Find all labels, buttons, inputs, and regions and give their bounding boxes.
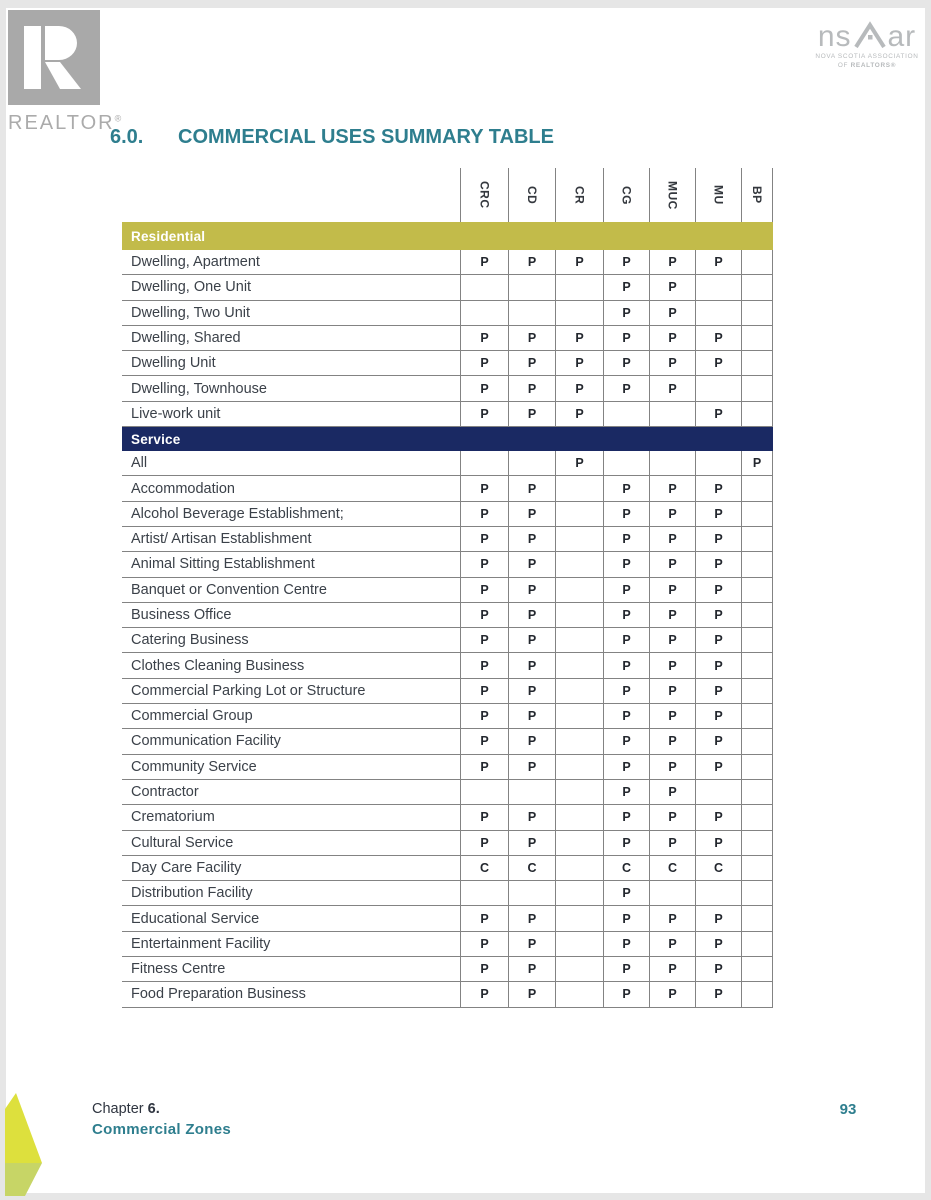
zone-value-cell bbox=[741, 326, 773, 350]
zone-header-muc bbox=[649, 168, 695, 222]
zone-value-cell: P bbox=[508, 679, 555, 703]
zone-value-cell: P bbox=[508, 351, 555, 375]
zone-value-cell: P bbox=[649, 476, 695, 500]
zone-value-cell bbox=[555, 906, 603, 930]
use-label-cell: Cultural Service bbox=[131, 834, 234, 851]
zone-value-cell: P bbox=[649, 326, 695, 350]
zone-value-cell bbox=[741, 628, 773, 652]
table-row bbox=[122, 704, 773, 729]
zone-value-cell bbox=[649, 451, 695, 475]
zone-value-cell: P bbox=[695, 552, 741, 576]
zone-value-cell bbox=[741, 653, 773, 677]
table-row bbox=[122, 326, 773, 351]
page-title bbox=[110, 126, 554, 149]
zone-value-cell bbox=[555, 729, 603, 753]
zone-value-cell bbox=[555, 831, 603, 855]
table-row bbox=[122, 402, 773, 427]
zone-value-cell: P bbox=[695, 628, 741, 652]
zone-value-cell: P bbox=[460, 603, 508, 627]
table-row bbox=[122, 755, 773, 780]
use-label-cell: Business Office bbox=[131, 607, 232, 623]
zone-value-cell: P bbox=[695, 831, 741, 855]
zone-value-cell: P bbox=[695, 653, 741, 677]
zone-value-cell: P bbox=[460, 527, 508, 551]
zone-value-cell bbox=[555, 476, 603, 500]
table-row bbox=[122, 957, 773, 982]
zone-value-cell bbox=[741, 805, 773, 829]
section-band-label: Residential bbox=[131, 228, 206, 244]
zone-value-cell: P bbox=[603, 957, 649, 981]
zone-value-cell: P bbox=[603, 906, 649, 930]
section-number: 6.0. bbox=[110, 126, 144, 148]
zone-value-cell: P bbox=[603, 704, 649, 728]
zone-value-cell: P bbox=[603, 476, 649, 500]
zone-value-cell: P bbox=[603, 250, 649, 274]
zone-value-cell bbox=[555, 552, 603, 576]
use-label-cell: Entertainment Facility bbox=[131, 935, 271, 952]
zone-value-cell: P bbox=[649, 376, 695, 400]
zone-value-cell: P bbox=[603, 653, 649, 677]
zone-value-cell: P bbox=[508, 552, 555, 576]
zone-value-cell: P bbox=[695, 402, 741, 426]
nsar-ar-text: ar bbox=[887, 20, 917, 53]
house-roof-icon bbox=[853, 20, 887, 48]
zone-value-cell bbox=[555, 881, 603, 905]
use-label-cell: All bbox=[131, 455, 148, 472]
zone-value-cell: P bbox=[603, 755, 649, 779]
zone-value-cell: P bbox=[508, 729, 555, 753]
zone-value-cell: P bbox=[460, 578, 508, 602]
use-label-cell: Fitness Centre bbox=[131, 961, 226, 978]
zone-value-cell bbox=[555, 856, 603, 880]
table-row bbox=[122, 982, 773, 1007]
use-label-cell: Dwelling, One Unit bbox=[131, 279, 252, 296]
use-label-cell: Live-work unit bbox=[131, 405, 221, 422]
zone-value-cell bbox=[555, 603, 603, 627]
zone-value-cell bbox=[741, 932, 773, 956]
use-label-cell: Dwelling, Townhouse bbox=[131, 380, 267, 397]
zone-value-cell: P bbox=[695, 502, 741, 526]
zone-value-cell bbox=[695, 451, 741, 475]
zone-value-cell: P bbox=[460, 376, 508, 400]
zone-value-cell: P bbox=[695, 679, 741, 703]
zone-value-cell: P bbox=[695, 603, 741, 627]
zone-value-cell: P bbox=[603, 805, 649, 829]
zone-value-cell bbox=[460, 881, 508, 905]
zone-value-cell bbox=[603, 402, 649, 426]
zone-value-cell bbox=[741, 831, 773, 855]
zone-value-cell bbox=[741, 301, 773, 325]
zone-value-cell: P bbox=[695, 704, 741, 728]
zone-value-cell: P bbox=[508, 603, 555, 627]
use-label-cell: Communication Facility bbox=[131, 733, 281, 750]
table-row bbox=[122, 881, 773, 906]
zone-value-cell bbox=[460, 275, 508, 299]
use-label-cell: Dwelling Unit bbox=[131, 355, 216, 372]
zone-value-cell bbox=[555, 275, 603, 299]
zone-header-cg bbox=[603, 168, 649, 222]
use-label-cell: Dwelling, Two Unit bbox=[131, 304, 251, 321]
zone-value-cell bbox=[695, 275, 741, 299]
table-row bbox=[122, 780, 773, 805]
table-row bbox=[122, 729, 773, 754]
table-row bbox=[122, 578, 773, 603]
zone-value-cell: P bbox=[460, 351, 508, 375]
table-row bbox=[122, 301, 773, 326]
zone-value-cell: C bbox=[460, 856, 508, 880]
zone-value-cell: P bbox=[508, 578, 555, 602]
zone-value-cell bbox=[555, 301, 603, 325]
zone-value-cell: P bbox=[603, 376, 649, 400]
zone-value-cell: P bbox=[695, 906, 741, 930]
zone-value-cell: P bbox=[649, 704, 695, 728]
corner-arrow-decoration bbox=[0, 1085, 60, 1200]
zone-value-cell bbox=[741, 527, 773, 551]
zone-value-cell: P bbox=[508, 476, 555, 500]
zone-value-cell: P bbox=[649, 982, 695, 1006]
zone-value-cell: P bbox=[508, 653, 555, 677]
zone-value-cell: P bbox=[508, 704, 555, 728]
zone-value-cell: P bbox=[695, 578, 741, 602]
zone-value-cell bbox=[555, 957, 603, 981]
table-row bbox=[122, 351, 773, 376]
zone-value-cell: P bbox=[649, 578, 695, 602]
zone-value-cell: P bbox=[649, 502, 695, 526]
use-label-cell: Dwelling, Apartment bbox=[131, 254, 260, 271]
zone-value-cell bbox=[695, 376, 741, 400]
commercial-uses-table bbox=[122, 168, 773, 1008]
zone-value-cell: P bbox=[460, 957, 508, 981]
zone-value-cell bbox=[555, 653, 603, 677]
use-label-cell: Catering Business bbox=[131, 632, 249, 649]
zone-value-cell: P bbox=[508, 755, 555, 779]
zone-header-mu bbox=[695, 168, 741, 222]
use-label-cell: Clothes Cleaning Business bbox=[131, 657, 305, 674]
zone-value-cell: P bbox=[649, 957, 695, 981]
zone-value-cell bbox=[741, 603, 773, 627]
table-row bbox=[122, 906, 773, 931]
zone-value-cell bbox=[741, 755, 773, 779]
zone-value-cell bbox=[741, 402, 773, 426]
zone-value-cell bbox=[695, 881, 741, 905]
zone-value-cell: P bbox=[460, 653, 508, 677]
nsar-logo bbox=[808, 20, 926, 70]
zone-header-cr bbox=[555, 168, 603, 222]
chapter-number: 6. bbox=[147, 1101, 160, 1117]
use-label-cell: Banquet or Convention Centre bbox=[131, 581, 327, 598]
zone-value-cell: P bbox=[555, 250, 603, 274]
zone-value-cell: P bbox=[460, 250, 508, 274]
zone-value-cell bbox=[741, 502, 773, 526]
zone-value-cell: P bbox=[508, 628, 555, 652]
zone-value-cell bbox=[460, 301, 508, 325]
zone-value-cell: P bbox=[508, 402, 555, 426]
zone-value-cell: P bbox=[603, 679, 649, 703]
zone-value-cell: P bbox=[695, 326, 741, 350]
zone-value-cell: P bbox=[649, 932, 695, 956]
use-label-cell: Crematorium bbox=[131, 809, 215, 826]
realtor-r-icon bbox=[8, 10, 100, 105]
use-label-cell: Distribution Facility bbox=[131, 885, 253, 902]
chapter-title: Commercial Zones bbox=[92, 1121, 232, 1138]
chapter-label: Chapter 6. bbox=[92, 1101, 160, 1117]
zone-value-cell: P bbox=[603, 932, 649, 956]
zone-header-bp bbox=[741, 168, 773, 222]
zone-value-cell bbox=[741, 250, 773, 274]
zone-value-cell bbox=[741, 729, 773, 753]
zone-header-label: CD bbox=[525, 185, 539, 205]
nsar-subtitle: NOVA SCOTIA ASSOCIATION OF REALTORS® bbox=[815, 53, 919, 69]
zone-value-cell: C bbox=[508, 856, 555, 880]
zone-value-cell bbox=[741, 376, 773, 400]
section-title-text: COMMERCIAL USES SUMMARY TABLE bbox=[178, 126, 554, 148]
zone-value-cell bbox=[741, 578, 773, 602]
zone-value-cell: P bbox=[649, 275, 695, 299]
table-row bbox=[122, 502, 773, 527]
zone-value-cell: P bbox=[460, 906, 508, 930]
table-row bbox=[122, 805, 773, 830]
zone-value-cell bbox=[508, 451, 555, 475]
use-label-cell: Artist/ Artisan Establishment bbox=[131, 531, 312, 548]
zone-value-cell bbox=[555, 982, 603, 1006]
zone-value-cell: P bbox=[649, 527, 695, 551]
use-label-cell: Educational Service bbox=[131, 910, 260, 927]
zone-value-cell: P bbox=[460, 502, 508, 526]
zone-value-cell: P bbox=[603, 831, 649, 855]
table-row bbox=[122, 451, 773, 476]
zone-value-cell: P bbox=[460, 982, 508, 1006]
zone-value-cell: P bbox=[603, 552, 649, 576]
table-row bbox=[122, 552, 773, 577]
section-band-residential bbox=[122, 222, 773, 250]
zone-value-cell: P bbox=[555, 402, 603, 426]
zone-value-cell: P bbox=[649, 603, 695, 627]
use-label-cell: Accommodation bbox=[131, 480, 235, 497]
zone-value-cell bbox=[649, 402, 695, 426]
zone-value-cell: P bbox=[603, 527, 649, 551]
zone-value-cell: P bbox=[460, 932, 508, 956]
table-row bbox=[122, 679, 773, 704]
table-row bbox=[122, 831, 773, 856]
zone-value-cell bbox=[741, 552, 773, 576]
zone-value-cell: P bbox=[649, 729, 695, 753]
table-row bbox=[122, 527, 773, 552]
zone-value-cell: P bbox=[508, 805, 555, 829]
zone-value-cell: P bbox=[603, 729, 649, 753]
zone-value-cell: P bbox=[508, 957, 555, 981]
zone-value-cell: P bbox=[603, 326, 649, 350]
zone-value-cell: P bbox=[460, 679, 508, 703]
use-label-cell: Dwelling, Shared bbox=[131, 330, 241, 347]
zone-header-label: CG bbox=[619, 185, 634, 205]
zone-value-cell: P bbox=[603, 780, 649, 804]
zone-value-cell bbox=[741, 881, 773, 905]
table-row bbox=[122, 856, 773, 881]
zone-value-cell: P bbox=[649, 301, 695, 325]
zone-value-cell: P bbox=[460, 476, 508, 500]
zone-value-cell: P bbox=[695, 476, 741, 500]
zone-value-cell bbox=[555, 578, 603, 602]
zone-value-cell: P bbox=[603, 351, 649, 375]
zone-value-cell bbox=[741, 780, 773, 804]
zone-value-cell bbox=[741, 704, 773, 728]
use-label-cell: Day Care Facility bbox=[131, 859, 242, 876]
realtor-logo bbox=[8, 10, 124, 134]
zone-header-spacer bbox=[122, 168, 460, 222]
zone-value-cell bbox=[603, 451, 649, 475]
zone-value-cell: P bbox=[555, 451, 603, 475]
zone-value-cell: P bbox=[460, 755, 508, 779]
zone-value-cell: P bbox=[649, 805, 695, 829]
zone-value-cell: P bbox=[649, 351, 695, 375]
zone-value-cell: P bbox=[695, 729, 741, 753]
use-label-cell: Alcohol Beverage Establishment; bbox=[131, 505, 344, 522]
table-row bbox=[122, 653, 773, 678]
zone-value-cell: P bbox=[649, 628, 695, 652]
table-row bbox=[122, 476, 773, 501]
zone-value-cell: C bbox=[603, 856, 649, 880]
zone-value-cell bbox=[508, 780, 555, 804]
zone-value-cell bbox=[555, 527, 603, 551]
zone-value-cell: P bbox=[603, 982, 649, 1006]
zone-value-cell bbox=[508, 301, 555, 325]
zone-value-cell bbox=[508, 881, 555, 905]
zone-value-cell: P bbox=[555, 326, 603, 350]
zone-value-cell: C bbox=[695, 856, 741, 880]
zone-value-cell bbox=[741, 957, 773, 981]
zone-value-cell bbox=[555, 932, 603, 956]
zone-value-cell: P bbox=[603, 881, 649, 905]
registered-symbol: ® bbox=[114, 113, 124, 124]
zone-value-cell: P bbox=[555, 351, 603, 375]
zone-header-label: MU bbox=[711, 185, 726, 205]
zone-value-cell: P bbox=[603, 275, 649, 299]
use-label-cell: Animal Sitting Establishment bbox=[131, 556, 315, 573]
zone-value-cell: P bbox=[649, 552, 695, 576]
zone-value-cell: P bbox=[460, 805, 508, 829]
zone-value-cell: P bbox=[695, 957, 741, 981]
zone-value-cell bbox=[695, 301, 741, 325]
zone-value-cell bbox=[555, 679, 603, 703]
zone-value-cell bbox=[741, 679, 773, 703]
zone-value-cell: P bbox=[695, 250, 741, 274]
zone-value-cell: P bbox=[649, 831, 695, 855]
zone-value-cell: P bbox=[460, 704, 508, 728]
zone-value-cell bbox=[741, 275, 773, 299]
zone-value-cell: P bbox=[460, 552, 508, 576]
zone-value-cell: P bbox=[649, 679, 695, 703]
zone-value-cell bbox=[555, 502, 603, 526]
zone-value-cell: P bbox=[460, 402, 508, 426]
zone-value-cell bbox=[460, 780, 508, 804]
zone-value-cell: P bbox=[508, 527, 555, 551]
table-row bbox=[122, 376, 773, 401]
zone-value-cell: P bbox=[603, 628, 649, 652]
zone-value-cell: P bbox=[460, 326, 508, 350]
page-number: 93 bbox=[839, 1101, 857, 1118]
zone-value-cell: P bbox=[695, 755, 741, 779]
zone-value-cell: P bbox=[508, 932, 555, 956]
zone-value-cell: P bbox=[649, 755, 695, 779]
zone-value-cell bbox=[555, 628, 603, 652]
zone-value-cell bbox=[741, 982, 773, 1006]
zone-value-cell bbox=[741, 856, 773, 880]
use-label-cell: Commercial Parking Lot or Structure bbox=[131, 682, 366, 699]
table-row bbox=[122, 275, 773, 300]
realtor-wordmark: REALTOR® bbox=[8, 112, 124, 134]
zone-header-label: MUC bbox=[665, 180, 680, 210]
zone-header-label: CR bbox=[572, 185, 587, 205]
use-label-cell: Food Preparation Business bbox=[131, 986, 306, 1003]
zone-value-cell bbox=[555, 704, 603, 728]
zone-value-cell bbox=[555, 755, 603, 779]
zone-value-cell bbox=[555, 805, 603, 829]
zone-value-cell bbox=[741, 906, 773, 930]
zone-value-cell: P bbox=[555, 376, 603, 400]
zone-value-cell: P bbox=[649, 780, 695, 804]
zone-value-cell bbox=[741, 476, 773, 500]
zone-value-cell: P bbox=[695, 351, 741, 375]
zone-value-cell: P bbox=[695, 805, 741, 829]
zone-value-cell: P bbox=[649, 250, 695, 274]
zone-value-cell bbox=[695, 780, 741, 804]
zone-value-cell: P bbox=[460, 729, 508, 753]
zone-value-cell: P bbox=[741, 451, 773, 475]
zone-value-cell bbox=[555, 780, 603, 804]
zone-value-cell: P bbox=[695, 982, 741, 1006]
zone-value-cell: P bbox=[508, 982, 555, 1006]
zone-header-cd bbox=[508, 168, 555, 222]
zone-value-cell: P bbox=[603, 578, 649, 602]
table-row bbox=[122, 628, 773, 653]
use-label-cell: Community Service bbox=[131, 758, 257, 775]
zone-value-cell bbox=[460, 451, 508, 475]
zone-header-crc bbox=[460, 168, 508, 222]
zone-value-cell: P bbox=[508, 906, 555, 930]
table-row bbox=[122, 250, 773, 275]
zone-value-cell: C bbox=[649, 856, 695, 880]
zone-value-cell: P bbox=[695, 527, 741, 551]
zone-value-cell bbox=[649, 881, 695, 905]
zone-value-cell: P bbox=[508, 502, 555, 526]
zone-value-cell: P bbox=[508, 831, 555, 855]
zone-value-cell: P bbox=[603, 502, 649, 526]
use-label-cell: Commercial Group bbox=[131, 708, 253, 725]
zone-value-cell bbox=[741, 351, 773, 375]
zone-value-cell: P bbox=[603, 603, 649, 627]
zone-value-cell bbox=[508, 275, 555, 299]
zone-value-cell: P bbox=[508, 250, 555, 274]
zone-value-cell: P bbox=[649, 653, 695, 677]
zone-value-cell: P bbox=[508, 326, 555, 350]
table-row bbox=[122, 603, 773, 628]
zone-value-cell: P bbox=[649, 906, 695, 930]
use-label-cell: Contractor bbox=[131, 784, 199, 801]
nsar-ns-text: ns bbox=[817, 20, 852, 53]
section-band-service bbox=[122, 427, 773, 451]
zone-value-cell: P bbox=[695, 932, 741, 956]
zone-value-cell: P bbox=[508, 376, 555, 400]
zone-header-row bbox=[122, 168, 773, 222]
zone-header-label: BP bbox=[750, 186, 764, 204]
zone-header-label: CRC bbox=[477, 181, 492, 209]
zone-value-cell: P bbox=[460, 628, 508, 652]
zone-value-cell: P bbox=[460, 831, 508, 855]
table-row bbox=[122, 932, 773, 957]
section-band-label: Service bbox=[131, 431, 181, 447]
zone-value-cell: P bbox=[603, 301, 649, 325]
